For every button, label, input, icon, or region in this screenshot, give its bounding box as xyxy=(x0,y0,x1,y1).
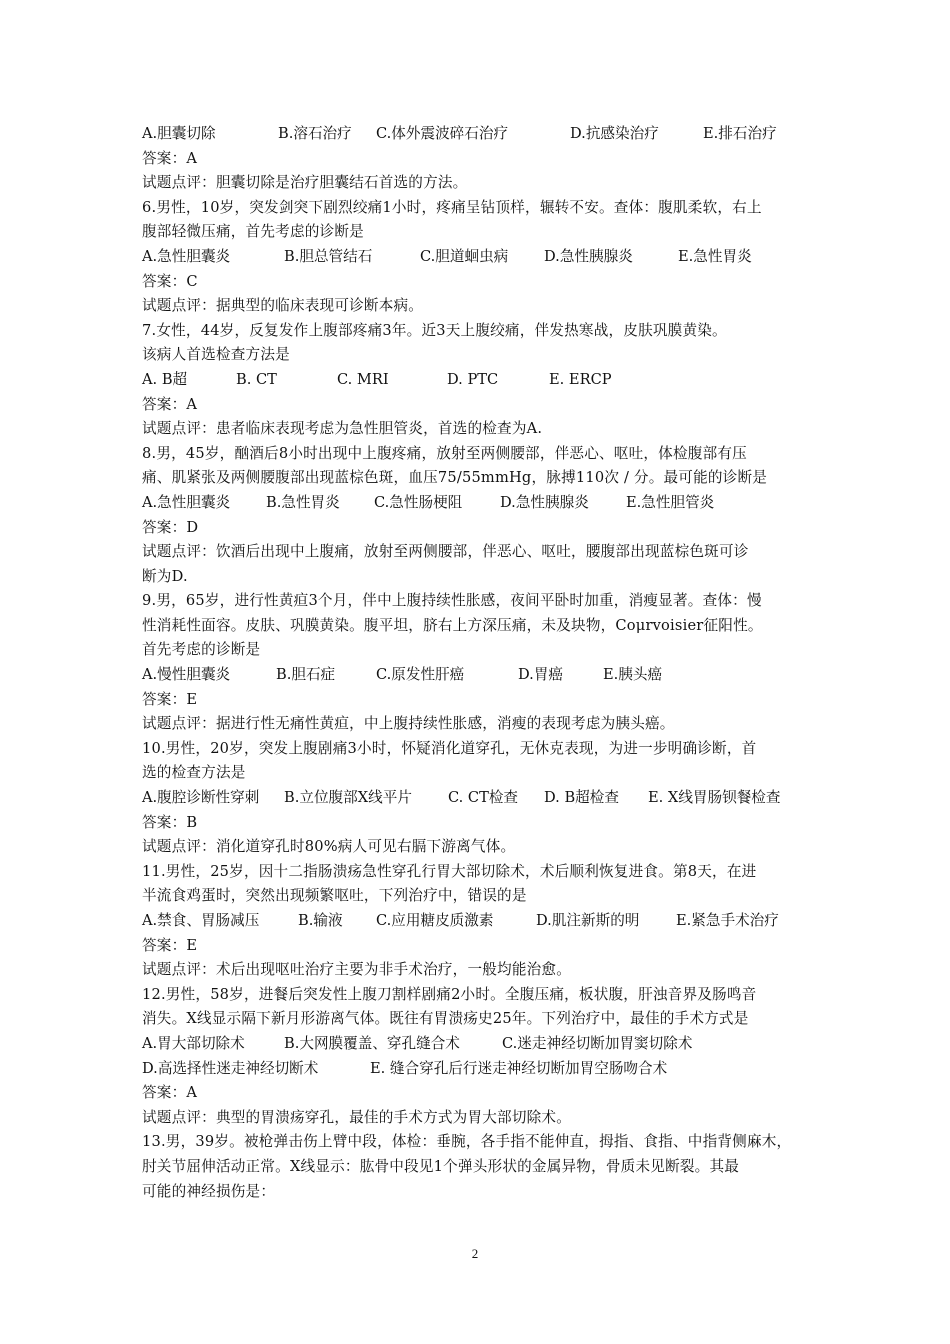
q12-comment: 试题点评：典型的胃溃疡穿孔，最佳的手术方式为胃大部切除术。 xyxy=(142,1108,572,1126)
q7-option-d: D. PTC xyxy=(447,370,499,388)
q11-option-d: D.肌注新斯的明 xyxy=(536,912,640,929)
q11-option-c: C.应用糖皮质激素 xyxy=(376,912,494,929)
q11-option-e: E.紧急手术治疗 xyxy=(676,912,779,929)
page-number: 2 xyxy=(471,1246,479,1261)
q12-stem-line: 消失。X线显示隔下新月形游离气体。既往有胃溃疡史25年。下列治疗中，最佳的手术方式是 xyxy=(142,1010,749,1028)
q9-answer: 答案：E xyxy=(142,690,198,708)
q8-answer: 答案：D xyxy=(142,518,199,536)
q9-stem-line: 9.男，65岁，进行性黄疸3个月，伴中上腹持续性胀感，夜间平卧时加重，消瘦显著。查体：慢 xyxy=(142,592,762,610)
q11-answer: 答案：E xyxy=(142,936,198,954)
q10-option-b: B.立位腹部X线平片 xyxy=(284,789,412,807)
q12-stem-line: 12.男性，58岁，进餐后突发性上腹刀割样剧痛2小时。全腹压痛，板状腹，肝浊音界及肠鸣音 xyxy=(142,985,757,1003)
q10-stem-line: 选的检查方法是 xyxy=(142,764,246,782)
q10-option-d: D. B超检查 xyxy=(544,789,619,807)
q9-stem-line: 性消耗性面容。皮肤、巩膜黄染。腹平坦，脐右上方深压痛，未及块物，Coμrvoisier征阳性。 xyxy=(142,616,763,634)
q11-option-b: B.输液 xyxy=(298,912,343,929)
q11-option-a: A.禁食、胃肠减压 xyxy=(142,912,260,929)
q10-comment: 试题点评：消化道穿孔时80%病人可见右膈下游离气体。 xyxy=(142,838,516,856)
q9-options xyxy=(142,663,812,688)
q6-stem-line: 腹部轻微压痛，首先考虑的诊断是 xyxy=(142,223,364,241)
q7-option-a: A. B超 xyxy=(142,370,188,388)
q12-option-e: E. 缝合穿孔后行迷走神经切断加胃空肠吻合术 xyxy=(370,1059,668,1077)
q7-options xyxy=(142,368,812,393)
q10-option-e: E. X线胃肠钡餐检查 xyxy=(648,789,781,807)
q8-stem-line: 8.男，45岁，酗酒后8小时出现中上腹疼痛，放射至两侧腰部，伴恶心、呕吐，体检腹部有压 xyxy=(142,444,747,462)
q12-option-c: C.迷走神经切断加胃窦切除术 xyxy=(502,1034,693,1052)
q6-option-b: B.胆总管结石 xyxy=(284,247,373,265)
q11-stem-line: 半流食鸡蛋时，突然出现频繁呕吐，下列治疗中，错误的是 xyxy=(142,887,527,905)
q6-stem-line: 6.男性，10岁，突发剑突下剧烈绞痛1小时，疼痛呈钻顶样，辗转不安。查体：腹肌柔软，右上 xyxy=(142,198,762,216)
q5-options xyxy=(142,122,812,147)
q7-stem-line: 7.女性，44岁，反复发作上腹部疼痛3年。近3天上腹绞痛，伴发热寒战，皮肤巩膜黄染。 xyxy=(142,321,727,339)
q8-option-a: A.急性胆囊炎 xyxy=(142,493,231,511)
q10-option-c: C. CT检查 xyxy=(448,789,519,807)
q8-comment-line: 试题点评：饮酒后出现中上腹痛，放射至两侧腰部，伴恶心、呕吐，腰腹部出现蓝棕色斑可诊 xyxy=(142,543,749,561)
q13-stem-line: 13.男，39岁。被枪弹击伤上臂中段，体检：垂腕，各手指不能伸直，拇指、食指、中指背侧麻木， xyxy=(142,1133,792,1151)
q13-stem-line: 可能的神经损伤是： xyxy=(142,1182,276,1200)
q6-option-c: C.胆道蛔虫病 xyxy=(420,247,509,265)
q5-option-c: C.体外震波碎石治疗 xyxy=(376,125,509,142)
q5-option-d: D.抗感染治疗 xyxy=(570,125,659,142)
q6-answer: 答案：C xyxy=(142,272,198,290)
q5-comment: 试题点评：胆囊切除是治疗胆囊结石首选的方法。 xyxy=(142,174,468,192)
exam-content xyxy=(142,122,812,1204)
q10-answer: 答案：B xyxy=(142,813,198,831)
q9-option-a: A.慢性胆囊炎 xyxy=(142,666,231,684)
q12-option-b: B.大网膜覆盖、穿孔缝合术 xyxy=(284,1034,460,1052)
q12-option-a: A.胃大部切除术 xyxy=(142,1034,245,1052)
q9-option-d: D.胃癌 xyxy=(518,666,564,684)
q7-option-e: E. ERCP xyxy=(549,370,612,388)
q12-answer: 答案：A xyxy=(142,1084,198,1102)
q8-option-c: C.急性肠梗阻 xyxy=(374,493,463,511)
q6-comment: 试题点评：据典型的临床表现可诊断本病。 xyxy=(142,297,424,315)
q8-option-e: E.急性胆管炎 xyxy=(626,493,715,511)
q8-comment-line: 断为D. xyxy=(142,567,188,585)
q10-option-a: A.腹腔诊断性穿刺 xyxy=(142,789,260,807)
q10-options xyxy=(142,786,812,811)
q6-options xyxy=(142,245,812,270)
q7-option-b: B. CT xyxy=(236,370,277,388)
q8-options xyxy=(142,491,812,516)
q12-option-d: D.高选择性迷走神经切断术 xyxy=(142,1059,319,1077)
q8-stem-line: 痛、肌紧张及两侧腰腹部出现蓝棕色斑，血压75/55mmHg，脉搏110次 / 分。最可能的诊断是 xyxy=(142,469,768,487)
q9-option-c: C.原发性肝癌 xyxy=(376,666,465,684)
q9-stem-line: 首先考虑的诊断是 xyxy=(142,641,261,659)
q6-option-a: A.急性胆囊炎 xyxy=(142,247,231,265)
q5-option-e: E.排石治疗 xyxy=(703,125,777,142)
q10-stem-line: 10.男性，20岁，突发上腹剧痛3小时，怀疑消化道穿孔，无休克表现，为进一步明确诊断，首 xyxy=(142,739,757,757)
q11-stem-line: 11.男性，25岁，因十二指肠溃疡急性穿孔行胃大部切除术，术后顺利恢复进食。第8天，在进 xyxy=(142,862,757,880)
q12-options-row-1 xyxy=(142,1032,812,1057)
q13-stem-line: 肘关节屈伸活动正常。X线显示：肱骨中段见1个弹头形状的金属异物，骨质未见断裂。其最 xyxy=(142,1157,740,1175)
q12-options-row-2 xyxy=(142,1057,812,1082)
q11-options xyxy=(142,909,812,934)
q9-option-b: B.胆石症 xyxy=(276,666,336,684)
q8-option-b: B.急性胃炎 xyxy=(266,493,340,511)
q6-option-d: D.急性胰腺炎 xyxy=(544,247,633,265)
q9-option-e: E.胰头癌 xyxy=(603,666,663,684)
q9-comment: 试题点评：据进行性无痛性黄疸，中上腹持续性胀感，消瘦的表现考虑为胰头癌。 xyxy=(142,715,675,733)
q7-comment: 试题点评：患者临床表现考虑为急性胆管炎，首选的检查为A. xyxy=(142,420,543,438)
q7-option-c: C. MRI xyxy=(337,370,389,388)
q6-option-e: E.急性胃炎 xyxy=(678,247,752,265)
q7-stem-line: 该病人首选检查方法是 xyxy=(142,346,290,364)
q7-answer: 答案：A xyxy=(142,395,198,413)
q5-answer: 答案：A xyxy=(142,149,198,167)
q11-comment: 试题点评：术后出现呕吐治疗主要为非手术治疗，一般均能治愈。 xyxy=(142,961,572,979)
q5-option-b: B.溶石治疗 xyxy=(278,125,352,142)
q8-option-d: D.急性胰腺炎 xyxy=(500,493,589,511)
q5-option-a: A.胆囊切除 xyxy=(142,125,216,142)
